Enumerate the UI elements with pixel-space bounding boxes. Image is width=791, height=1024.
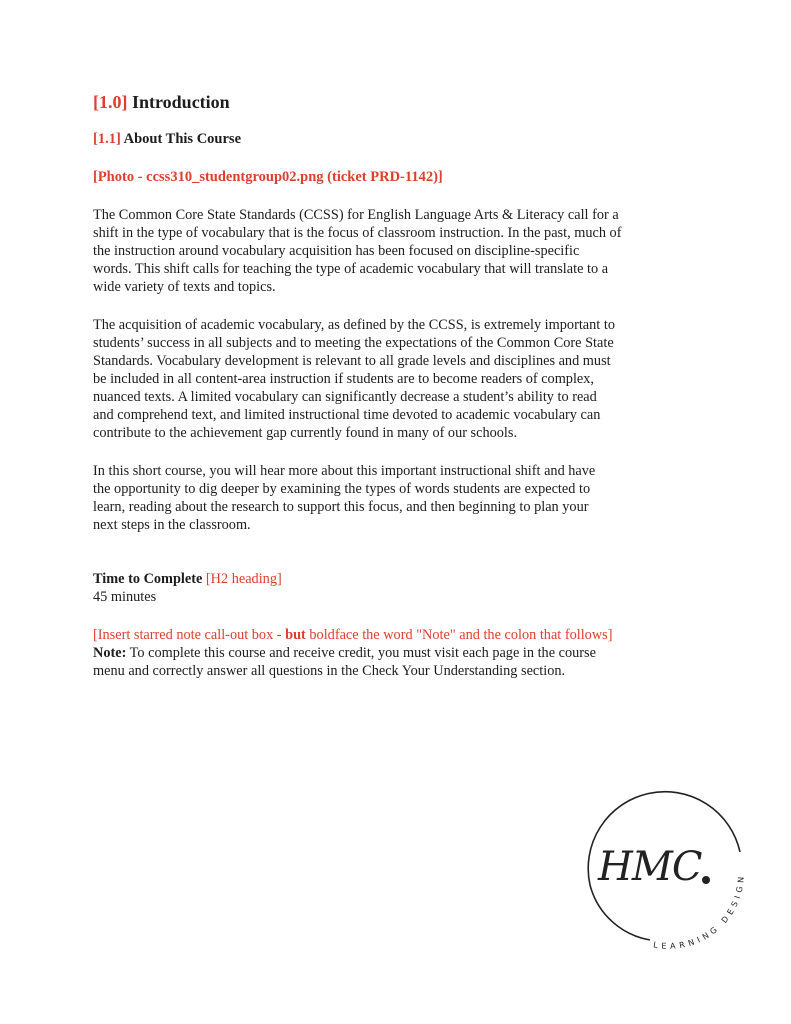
text-line: the instruction around vocabulary acquisition has been focused on discipline-specific	[93, 243, 580, 259]
text-line: nuanced texts. A limited vocabulary can significantly decrease a student’s ability to read	[93, 389, 597, 405]
note-section	[93, 626, 613, 680]
heading-tag: [1.0]	[93, 92, 128, 112]
hmc-logo	[580, 780, 750, 950]
time-tag: [H2 heading]	[205, 571, 282, 587]
text-line: contribute to the achievement gap currently found in many of our schools.	[93, 425, 518, 441]
text-line: students’ success in all subjects and to meeting the expectations of the Common Core State	[93, 335, 614, 351]
instruction-text: [Insert starred note call-out box -	[93, 627, 286, 643]
text-line: In this short course, you will hear more about this important instructional shift and have	[93, 463, 596, 479]
text-line: be included in all content-area instruction if students are to become readers of complex,	[93, 371, 594, 387]
logo-tagline: LEARNING DESIGN	[652, 872, 746, 950]
text-line: and comprehend text, and limited instructional time devoted to academic vocabulary can	[93, 407, 601, 423]
time-value: 45 minutes	[93, 589, 157, 605]
text-line: the opportunity to dig deeper by examining the types of words students are expected to	[93, 481, 591, 497]
instruction-text: boldface the word "Note" and the colon that follows]	[305, 627, 613, 643]
heading-title: About This Course	[123, 131, 241, 147]
note-label: Note:	[93, 645, 127, 661]
note-text: menu and correctly answer all questions in the Check Your Understanding section.	[93, 663, 566, 679]
text-line: The acquisition of academic vocabulary, as defined by the CCSS, is extremely important to	[93, 317, 615, 333]
time-to-complete	[93, 570, 282, 606]
note-instruction	[93, 626, 613, 644]
text-line: shift in the type of vocabulary that is the focus of classroom instruction. In the past, much of	[93, 225, 622, 241]
time-label: Time to Complete	[93, 571, 203, 587]
paragraph-3	[93, 462, 595, 534]
text-line: Standards. Vocabulary development is relevant to all grade levels and disciplines and must	[93, 353, 611, 369]
logo-mark: HMC	[598, 844, 702, 890]
paragraph-2	[93, 316, 615, 442]
text-line: learn, reading about the research to support this focus, and then beginning to plan your	[93, 499, 589, 515]
text-line: The Common Core State Standards (CCSS) for English Language Arts & Literacy call for a	[93, 207, 619, 223]
paragraph-1	[93, 206, 621, 296]
heading-title: Introduction	[132, 92, 230, 112]
text-line: wide variety of texts and topics.	[93, 279, 276, 295]
heading-tag: [1.1]	[93, 131, 121, 147]
text-line: next steps in the classroom.	[93, 517, 251, 533]
note-text: To complete this course and receive credit, you must visit each page in the course	[126, 645, 596, 661]
heading-about-course	[93, 131, 241, 148]
text-line: words. This shift calls for teaching the type of academic vocabulary that will translate to a	[93, 261, 609, 277]
photo-placeholder: [Photo - ccss310_studentgroup02.png (ticket PRD-1142)]	[93, 169, 443, 185]
heading-introduction	[93, 92, 230, 113]
instruction-bold: but	[285, 627, 306, 643]
